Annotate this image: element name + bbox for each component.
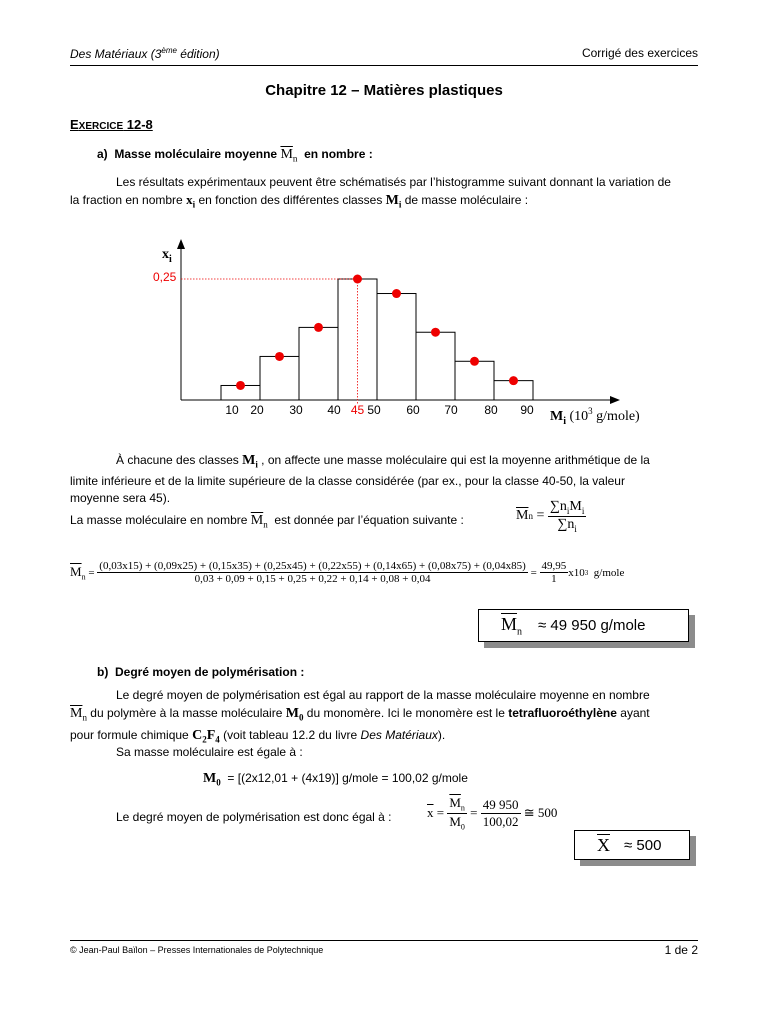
x-tick-label: 30 xyxy=(289,403,303,417)
footer-left: © Jean-Paul Baïlon – Presses Internationales de Polytechnique xyxy=(70,945,324,955)
x-tick-label: 80 xyxy=(484,403,498,417)
mn-formula: $\overline{M}$ n = $\frac{\sum n_iM_i}{\sum n_i}$ xyxy=(516,499,585,534)
x-axis-arrow xyxy=(610,396,620,404)
x-tick-label: 70 xyxy=(444,403,458,417)
header-left: Des Matériaux (3ème édition) xyxy=(70,46,220,61)
class-midpoint-dot xyxy=(431,328,440,337)
section-b-heading: b) Degré moyen de polymérisation : xyxy=(97,665,305,679)
mn-definition-text: La masse moléculaire en nombre $\overline{M}_n$ est donnée par l’équation suivante : xyxy=(70,513,464,530)
histogram-bar xyxy=(260,356,299,400)
dp-formula: $\overline{x}$ = $\frac{\overline{M}_n}{M_0}$ = $\frac{49 950}{100,02}$ ≅ 500 xyxy=(427,795,558,832)
intro-paragraph: Les résultats expérimentaux peuvent être schématisés par l’histogramme suivant donnant la variation de la fraction en nombre $x_i$ en fonction des différentes classes $M_i$ de masse moléculaire : xyxy=(70,175,671,210)
header-rule xyxy=(70,65,698,66)
x-tick-label: 60 xyxy=(406,403,420,417)
class-midpoint-dot xyxy=(392,289,401,298)
dp-intro: Le degré moyen de polymérisation est donc égal à : xyxy=(116,810,392,824)
m0-equation: $M_0 = [(2x12,01 + (4x19)]$ g/mole = 100,02 g/mole xyxy=(203,771,468,788)
x-axis-label: $M_i$ ($10^3$ g/mole) xyxy=(550,406,640,427)
histogram-bar xyxy=(416,332,455,400)
histogram-chart xyxy=(140,230,680,430)
class-midpoint-dot xyxy=(470,357,479,366)
x-tick-label: 40 xyxy=(327,403,341,417)
answer-box-mn: $\overline{M}_n$ ≈ 49 950 g/mole xyxy=(478,609,689,642)
classes-paragraph: À chacune des classes $M_i$ , on affecte une masse moléculaire qui est la moyenne arithmétique de la limite inférieure et de la limite supérieure de la classe considérée (par ex., pour la classe 40-50, la valeur moyenne sera 45). xyxy=(70,453,650,506)
m0-intro: Sa masse moléculaire est égale à : xyxy=(116,745,303,759)
section-a-heading: a) Masse moléculaire moyenne $\overline{M}_n$ en nombre : xyxy=(97,147,373,164)
answer-box-dp: $\overline{X}$ ≈ 500 xyxy=(574,830,690,860)
highlight-x-label: 45 xyxy=(350,403,365,417)
x-tick-label: 50 xyxy=(367,403,381,417)
class-midpoint-dot xyxy=(275,352,284,361)
header-right: Corrigé des exercices xyxy=(581,46,698,60)
histogram-bar xyxy=(455,361,494,400)
x-tick-label: 20 xyxy=(250,403,264,417)
footer-right: 1 de 2 xyxy=(664,943,698,957)
mn-long-equation: $\overline{M}_n$ = (0,03x15) + (0,09x25) + (0,15x35) + (0,25x45) + (0,22x55) + (0,14x65) + (0,08x75) + (0,04x85) 0,03 + 0,09 + 0,15 + 0,25 + 0,22 + 0,14 + 0,08 + 0,04 = $\frac{49,95}{1}$ x10 3 g/mole xyxy=(70,560,625,585)
y-axis-arrow xyxy=(177,239,185,249)
x-tick-label: 90 xyxy=(520,403,534,417)
class-midpoint-dot xyxy=(314,323,323,332)
polymerization-paragraph: Le degré moyen de polymérisation est égal au rapport de la masse moléculaire moyenne en nombre $\overline{M}_n$ du polymère à la masse moléculaire $M_0$ du monomère. Ici le monomère est le tetrafluoroéthylène ayant pour formule chimique $C_2F_4$ (voit tableau 12.2 du livre Des Matériaux). xyxy=(70,688,650,745)
highlight-y-label: 0,25 xyxy=(153,270,177,284)
page-title: Chapitre 12 – Matières plastiques xyxy=(265,82,503,99)
class-midpoint-dot xyxy=(509,376,518,385)
x-tick-label: 10 xyxy=(225,403,239,417)
y-axis-label: $x_i$ xyxy=(162,247,172,265)
histogram-bar xyxy=(377,294,416,400)
class-midpoint-dot xyxy=(236,381,245,390)
histogram-bar xyxy=(299,327,338,400)
footer-rule xyxy=(70,940,698,941)
exercise-heading: EXERCICE 12-8 xyxy=(70,117,153,132)
